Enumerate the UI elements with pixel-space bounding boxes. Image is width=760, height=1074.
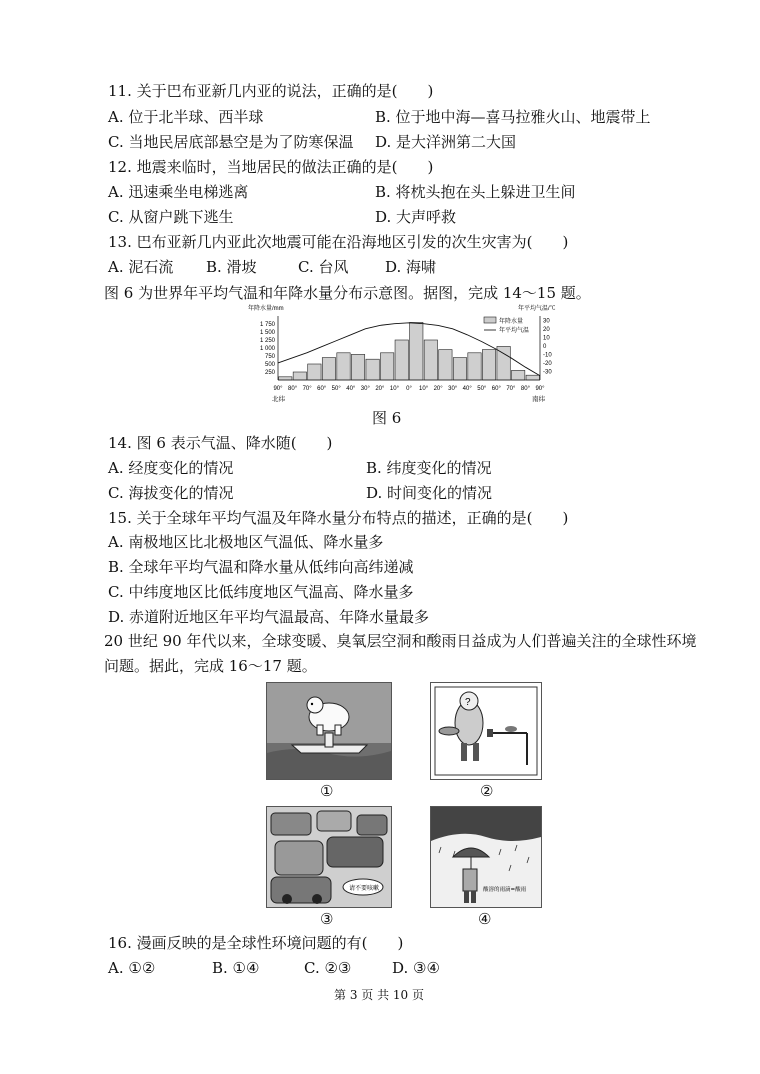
q16-stem: 16. 漫画反映的是全球性环境问题的有( ) [108,934,404,952]
precip-bar [366,359,379,380]
precip-bar [424,340,437,380]
left-tick-label: 1 500 [259,330,275,336]
chart-right-axis-label: 年平均气温/℃ [518,306,556,312]
q15-option-b: B. 全球年平均气温和降水量从低纬向高纬递减 [108,558,414,576]
q11-option-d: D. 是大洋洲第二大国 [375,133,517,151]
x-tick-label: 20° [433,386,443,392]
legend-temp-label: 年平均气温 [499,328,530,334]
q12-stem: 12. 地震来临时，当地居民的做法正确的是( ) [108,158,434,176]
intro-env-line2: 问题。据此，完成 16～17 题。 [104,657,317,675]
x-tick-label: 60° [491,386,501,392]
svg-text:?: ? [465,697,471,708]
q13-option-d: D. 海啸 [385,258,437,276]
q13-option-a: A. 泥石流 [108,258,174,276]
x-tick-label: 50° [331,386,341,392]
precip-bar [308,364,321,380]
q11-option-b: B. 位于地中海—喜马拉雅火山、地震带上 [375,108,651,126]
cartoon-traffic [266,806,392,908]
x-tick-label: 40° [346,386,356,392]
figure-6-caption: 图 6 [372,409,402,427]
precip-bar [322,358,335,380]
left-tick-label: 1 250 [259,338,275,344]
intro-env-line1: 20 世纪 90 年代以来，全球变暖、臭氧层空洞和酸雨日益成为人们普遍关注的全球性环境 [104,632,697,650]
left-tick-label: 1 750 [259,322,275,328]
precip-bar [410,322,423,380]
right-tick-label: 10 [543,335,550,342]
chart-left-axis-label: 年降水量/mm [248,306,284,312]
x-tick-label: 0° [406,386,412,392]
q15-option-c: C. 中纬度地区比低纬度地区气温高、降水量多 [108,583,414,601]
x-tick-label: 90° [535,386,545,392]
precip-bar [380,353,393,380]
x-tick-label: 70° [302,386,312,392]
chart-legend [484,317,529,334]
cartoon-label-2: ② [480,782,494,800]
right-tick-label: -30 [543,369,552,376]
precip-bar [511,370,524,380]
q14-option-c: C. 海拔变化的情况 [108,484,234,502]
q12-option-a: A. 迅速乘坐电梯逃离 [108,183,249,201]
q15-stem: 15. 关于全球年平均气温及年降水量分布特点的描述，正确的是( ) [108,509,569,527]
q14-option-a: A. 经度变化的情况 [108,459,234,477]
q16-option-b: B. ①④ [212,959,260,977]
x-tick-label: 10° [419,386,429,392]
x-tick-label: 50° [477,386,487,392]
x-tick-label: 40° [462,386,472,392]
cartoon-water-tap [430,682,542,780]
q12-option-d: D. 大声呼救 [375,208,457,226]
q13-option-b: B. 滑坡 [206,258,257,276]
x-tick-label: 70° [506,386,516,392]
left-tick-label: 1 000 [259,346,275,352]
q11-option-a: A. 位于北半球、西半球 [108,108,264,126]
precip-bar [395,340,408,380]
chart-x-end-label: 南纬 [532,396,545,403]
cartoon-label-4: ④ [478,910,492,928]
right-tick-label: 0 [543,343,547,350]
cartoon-3-text: 请不要咳嗽 [349,885,380,892]
right-tick-label: 20 [543,326,550,333]
left-tick-label: 500 [264,362,275,368]
cartoon-polar-bear [266,682,392,780]
legend-precip-label: 年降水量 [499,319,524,325]
precip-bar [526,375,539,380]
q11-stem: 11. 关于巴布亚新几内亚的说法，正确的是( ) [108,82,434,100]
q16-option-d: D. ③④ [392,959,440,977]
chart-x-start-label: 北纬 [272,396,285,403]
legend-precip-swatch [484,317,496,323]
x-tick-label: 80° [288,386,298,392]
q15-option-d: D. 赤道附近地区年平均气温最高、年降水量最多 [108,608,430,626]
precip-bar [337,353,350,380]
intro-fig6: 图 6 为世界年平均气温和年降水量分布示意图。据图，完成 14～15 题。 [104,284,591,302]
cartoon-acid-rain [430,806,542,908]
left-tick-label: 750 [264,354,275,360]
q13-stem: 13. 巴布亚新几内亚此次地震可能在沿海地区引发的次生灾害为( ) [108,233,569,251]
right-tick-label: -10 [543,352,552,359]
x-tick-label: 10° [389,386,399,392]
precip-bar [497,346,510,380]
x-tick-label: 80° [520,386,530,392]
precip-bar [482,350,495,380]
precip-bar [351,354,364,380]
cartoon-4-text: 酸溶的雨滴=酸雨 [483,887,527,893]
cartoon-label-1: ① [320,782,334,800]
x-tick-label: 30° [360,386,370,392]
x-tick-label: 20° [375,386,385,392]
q11-option-c: C. 当地民居底部悬空是为了防寒保温 [108,133,354,151]
q16-option-a: A. ①② [108,959,156,977]
q15-option-a: A. 南极地区比北极地区气温低、降水量多 [108,533,384,551]
cartoon-label-3: ③ [320,910,334,928]
q14-option-b: B. 纬度变化的情况 [366,459,492,477]
precip-bar [293,372,306,380]
x-tick-label: 90° [273,386,283,392]
left-tick-label: 250 [264,370,275,376]
precip-bar [468,353,481,380]
x-tick-label: 30° [448,386,458,392]
q14-option-d: D. 时间变化的情况 [366,484,493,502]
right-tick-label: 30 [543,318,550,325]
q14-stem: 14. 图 6 表示气温、降水随( ) [108,434,333,452]
x-tick-label: 60° [317,386,327,392]
climate-chart [240,302,570,404]
q12-option-b: B. 将枕头抱在头上躲进卫生间 [375,183,576,201]
page-footer: 第 3 页 共 10 页 [334,988,424,1002]
q13-option-c: C. 台风 [298,258,349,276]
precip-bar [279,377,292,380]
right-tick-label: -20 [543,360,552,367]
precip-bar [453,358,466,380]
q16-option-c: C. ②③ [304,959,352,977]
q12-option-c: C. 从窗户跳下逃生 [108,208,234,226]
precip-bar [439,350,452,380]
